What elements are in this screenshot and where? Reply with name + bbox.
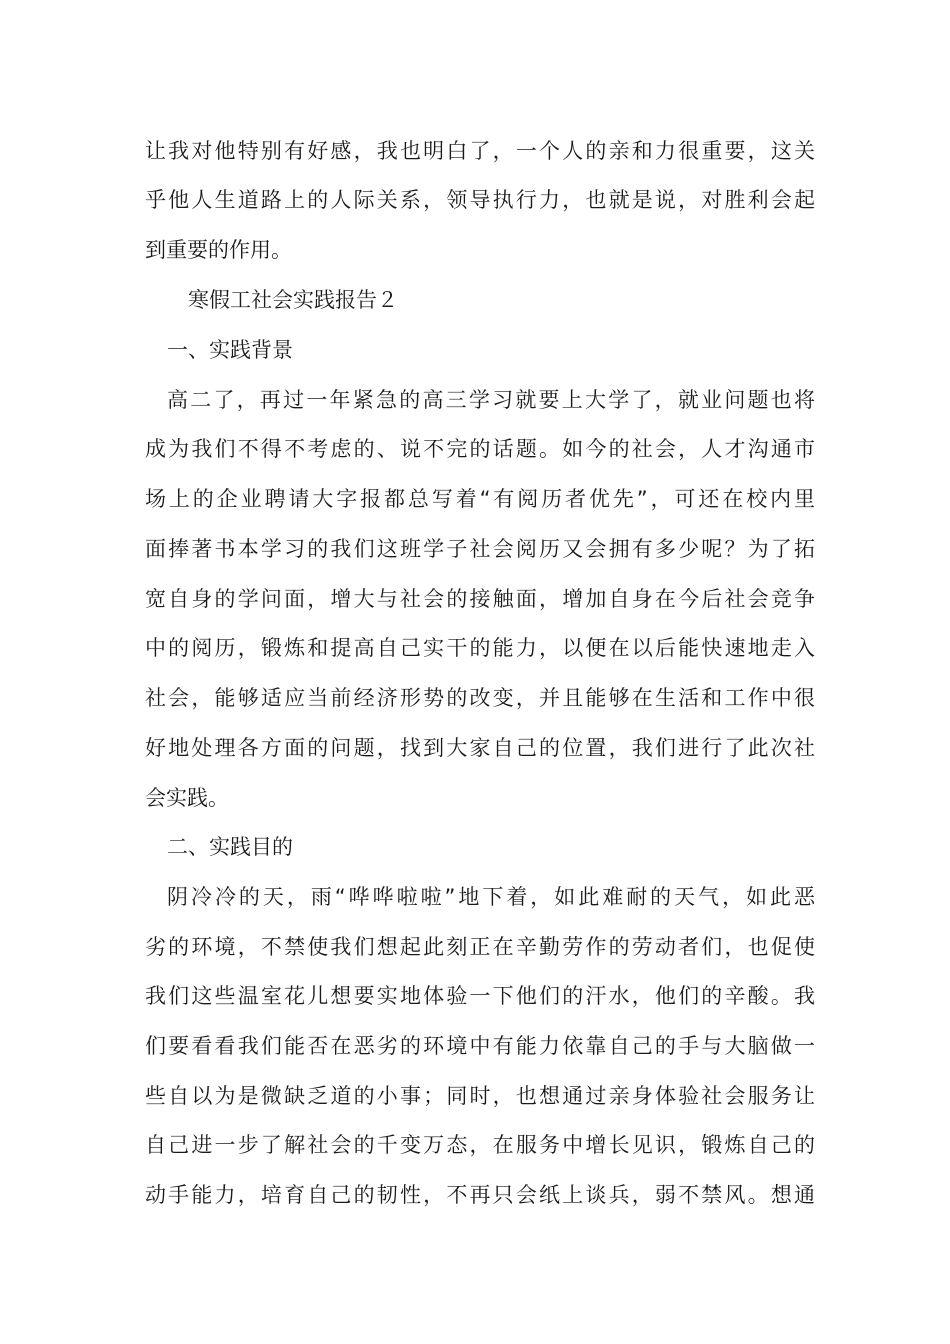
paragraph-line: 些自以为是微缺乏道的小事；同时，也想通过亲身体验社会服务让 [145,1084,815,1108]
paragraph-line: 高二了，再过一年紧急的高三学习就要上大学了，就业问题也将 [167,388,815,412]
paragraph-line: 面捧著书本学习的我们这班学子社会阅历又会拥有多少呢？为了拓 [145,537,815,561]
section-heading-purpose: 二、实践目的 [167,835,293,859]
paragraph-line: 自己进一步了解社会的千变万态，在服务中增长见识，锻炼自己的 [145,1133,815,1157]
paragraph-line: 成为我们不得不考虑的、说不完的话题。如今的社会，人才沟通市 [145,437,815,461]
paragraph-line: 阴冷冷的天，雨“哗哗啦啦”地下着，如此难耐的天气，如此恶 [167,885,815,909]
paragraph-line: 们要看看我们能否在恶劣的环境中有能力依靠自己的手与大脑做一 [145,1034,815,1058]
report-title: 寒假工社会实践报告２ [188,288,398,312]
paragraph-line: 好地处理各方面的问题，找到大家自己的位置，我们进行了此次社 [145,736,815,760]
section-heading-background: 一、实践背景 [167,338,293,362]
paragraph-line: 乎他人生道路上的人际关系，领导执行力，也就是说，对胜利会起 [145,188,815,212]
paragraph-line: 动手能力，培育自己的韧性，不再只会纸上谈兵，弱不禁风。想通 [145,1183,815,1207]
paragraph-line: 宽自身的学问面，增大与社会的接触面，增加自身在今后社会竞争 [145,587,815,611]
paragraph-line: 到重要的作用。 [145,238,292,262]
paragraph-line: 中的阅历，锻炼和提高自己实干的能力，以便在以后能快速地走入 [145,636,815,660]
paragraph-line: 会实践。 [145,786,229,810]
paragraph-line: 我们这些温室花儿想要实地体验一下他们的汗水，他们的辛酸。我 [145,984,815,1008]
paragraph-line: 场上的企业聘请大字报都总写着“有阅历者优先”，可还在校内里 [145,487,815,511]
paragraph-line: 社会，能够适应当前经济形势的改变，并且能够在生活和工作中很 [145,686,815,710]
paragraph-line: 让我对他特别有好感，我也明白了，一个人的亲和力很重要，这关 [145,139,815,163]
paragraph-line: 劣的环境，不禁使我们想起此刻正在辛勤劳作的劳动者们，也促使 [145,935,815,959]
